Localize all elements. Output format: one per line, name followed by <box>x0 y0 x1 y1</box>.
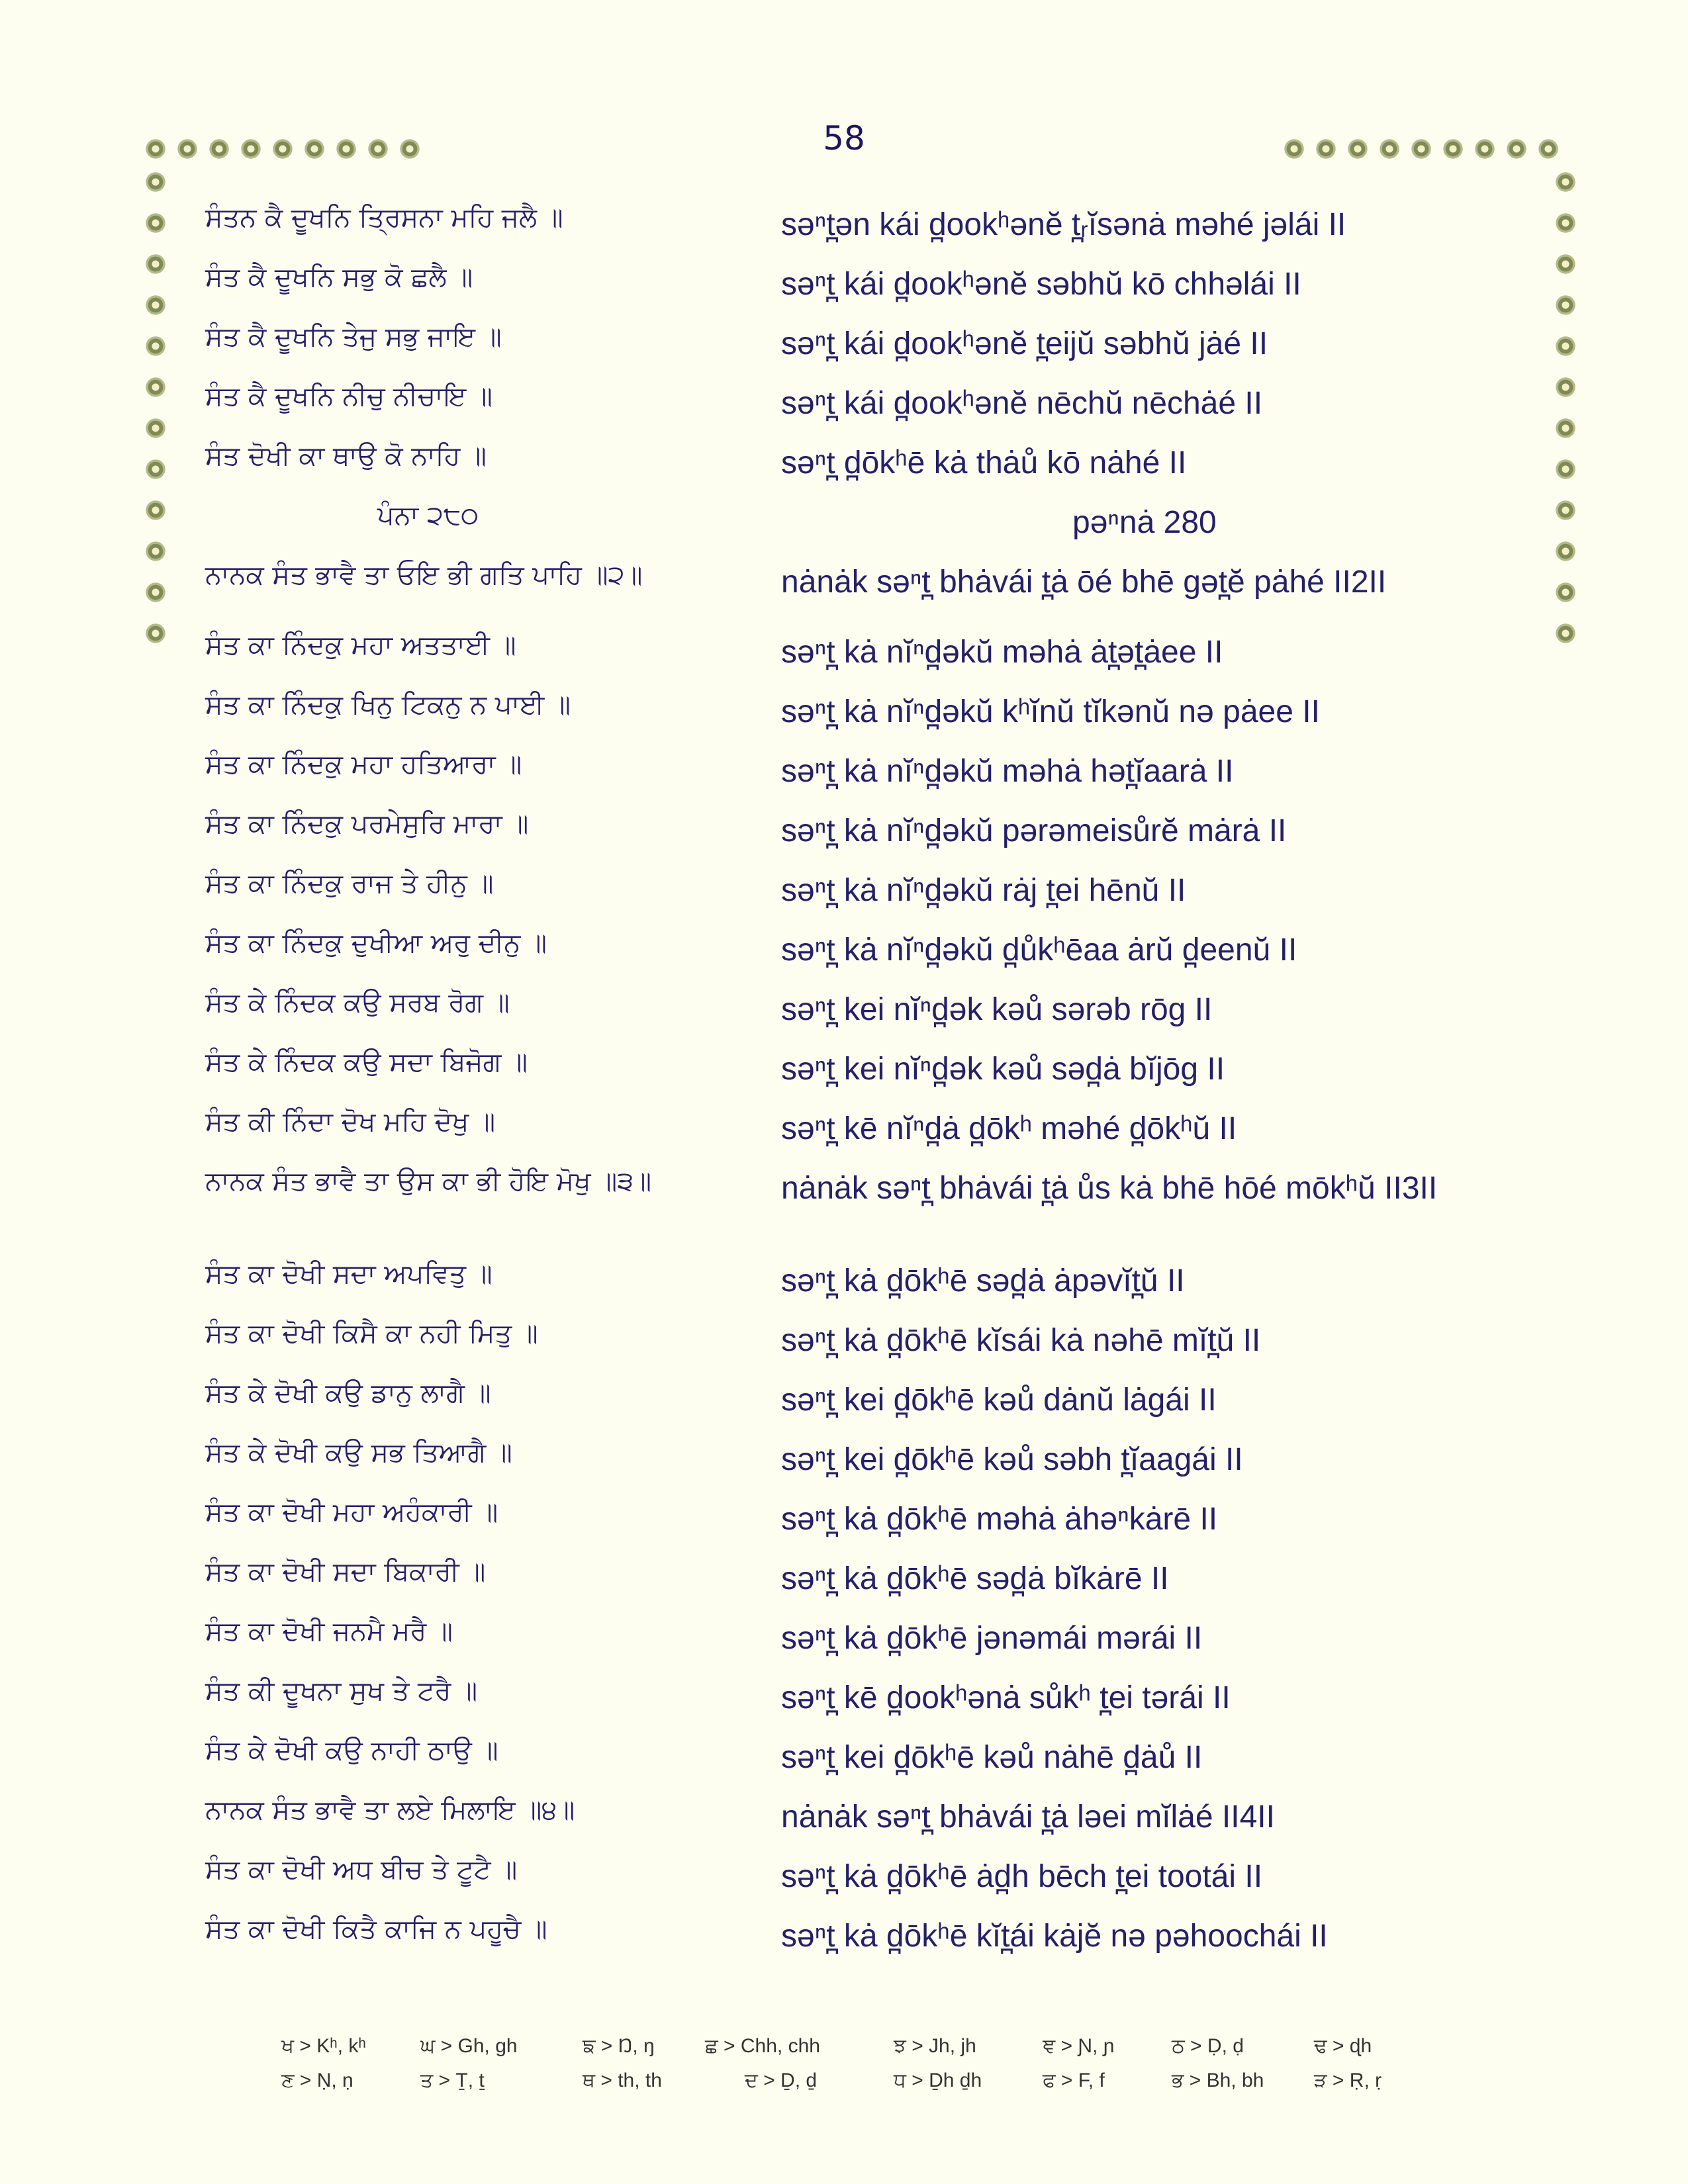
flower-icon <box>144 294 167 316</box>
gurmukhi-text: ਸੰਤ ਕੇ ਦੋਖੀ ਕਉ ਨਾਹੀ ਠਾਉ ॥ <box>205 1735 498 1766</box>
legend-item: ਢ > ɖh <box>1314 2035 1372 2057</box>
gurmukhi-text: ਸੰਤ ਕੇ ਨਿੰਦਕ ਕਉ ਸਦਾ ਬਿਜੋਗ ॥ <box>205 1047 528 1077</box>
flower-icon <box>1378 138 1401 160</box>
gurmukhi-text: ਸੰਤ ਕਾ ਨਿੰਦਕੁ ਪਰਮੇਸੁਰਿ ਮਾਰਾ ॥ <box>205 809 529 839</box>
flower-icon <box>144 417 167 439</box>
transliteration-text: səⁿt̪ kȧ d̪ōkʰē kĭsái kȧ nəhē mĭt̪ŭ II <box>781 1323 1261 1358</box>
transliteration-text: səⁿt̪ kái d̪ookʰənĕ t̪eijŭ səbhŭ jȧé II <box>781 326 1268 361</box>
legend-item: ਣ > Ṇ, ṇ <box>281 2070 353 2091</box>
flower-icon <box>144 376 167 398</box>
legend-item: ਝ > Jh, jh <box>894 2035 976 2057</box>
flower-border-top-left <box>144 138 421 160</box>
transliteration-text: səⁿt̪ kái d̪ookʰənĕ səbhŭ kō chhəlái II <box>781 267 1301 302</box>
legend-item: ਘ > Gh, gh <box>420 2035 518 2057</box>
flower-icon <box>1346 138 1369 160</box>
gurmukhi-text: ਸੰਤ ਕੈ ਦੂਖਨਿ ਤੇਜੁ ਸਭੁ ਜਾਇ ॥ <box>205 322 502 352</box>
flower-icon <box>144 540 167 563</box>
flower-icon <box>144 212 167 234</box>
gurmukhi-text: ਸੰਤ ਕੈ ਦੂਖਨਿ ਸਭੁ ਕੋ ਛਲੈ ॥ <box>205 262 473 293</box>
gurmukhi-page-marker: ਪੰਨਾ ੨੮੦ <box>377 500 479 531</box>
transliteration-text: səⁿt̪ kei nĭⁿd̪ək kəů sərəb rōg II <box>781 992 1213 1027</box>
gurmukhi-text: ਸੰਤ ਕੀ ਦੂਖਨਾ ਸੁਖ ਤੇ ਟਰੈ ॥ <box>205 1676 478 1706</box>
flower-icon <box>335 138 357 160</box>
gurmukhi-text: ਨਾਨਕ ਸੰਤ ਭਾਵੈ ਤਾ ਓਇ ਭੀ ਗਤਿ ਪਾਹਿ ॥੨॥ <box>205 560 643 590</box>
flower-icon <box>1315 138 1337 160</box>
gurmukhi-text: ਸੰਤ ਕਾ ਦੋਖੀ ਸਦਾ ਬਿਕਾਰੀ ॥ <box>205 1557 486 1587</box>
gurmukhi-text: ਸੰਤ ਕਾ ਦੋਖੀ ਕਿਸੈ ਕਾ ਨਹੀ ਮਿਤੁ ॥ <box>205 1318 538 1349</box>
flower-icon <box>144 138 167 160</box>
flower-icon <box>208 138 230 160</box>
flower-icon <box>1537 138 1560 160</box>
gurmukhi-text: ਸੰਤ ਕਾ ਦੋਖੀ ਜਨਮੈ ਮਰੈ ॥ <box>205 1616 453 1647</box>
legend-row <box>281 2070 1473 2096</box>
transliteration-text: səⁿt̪ kȧ d̪ōkʰē jənəmái mərái II <box>781 1621 1203 1656</box>
gurmukhi-text: ਸੰਤ ਕੈ ਦੂਖਨਿ ਨੀਚੁ ਨੀਚਾਇ ॥ <box>205 381 492 412</box>
gurmukhi-text: ਸੰਤ ਕੇ ਨਿੰਦਕ ਕਉ ਸਰਬ ਰੋਗ ॥ <box>205 987 510 1018</box>
legend-item: ਧ > Ḏh ḏh <box>894 2070 982 2091</box>
flower-icon <box>1283 138 1305 160</box>
transliteration-text: nȧnȧk səⁿt̪ bhȧvái t̪ȧ ůs kȧ bhē hōé mōkʰŭ II3II <box>781 1171 1438 1206</box>
transliteration-page-marker: pəⁿnȧ 280 <box>1072 505 1217 540</box>
gurmukhi-text: ਨਾਨਕ ਸੰਤ ਭਾਵੈ ਤਾ ਲਏ ਮਿਲਾਇ ॥੪॥ <box>205 1795 575 1825</box>
legend-item: ਠ > Ḍ, ḍ <box>1172 2035 1244 2057</box>
legend-item: ਥ > th, th <box>583 2070 662 2091</box>
flower-icon <box>271 138 294 160</box>
transliteration-text: səⁿt̪ kē d̪ookʰənȧ sůkʰ t̪ei tərái II <box>781 1680 1231 1715</box>
gurmukhi-text: ਨਾਨਕ ਸੰਤ ਭਾਵੈ ਤਾ ਉਸ ਕਾ ਭੀ ਹੋਇ ਮੋਖੁ ॥੩॥ <box>205 1166 652 1197</box>
transliteration-text: səⁿt̪ kei d̪ōkʰē kəů nȧhē d̪ȧů II <box>781 1740 1203 1775</box>
transliteration-text: səⁿt̪ kē nĭⁿd̪ȧ d̪ōkʰ məhé d̪ōkʰŭ II <box>781 1111 1237 1146</box>
gurmukhi-text: ਸੰਤ ਕਾ ਨਿੰਦਕੁ ਮਹਾ ਹਤਿਆਰਾ ॥ <box>205 749 522 780</box>
flower-icon <box>1554 171 1577 193</box>
flower-icon <box>144 499 167 522</box>
transliteration-text: səⁿt̪ kȧ d̪ōkʰē səd̪ȧ ȧpəvĭt̪ŭ II <box>781 1263 1185 1298</box>
gurmukhi-text: ਸੰਤ ਕੀ ਨਿੰਦਾ ਦੋਖ ਮਹਿ ਦੋਖੁ ॥ <box>205 1107 496 1137</box>
legend-item: ਛ > Chh, chh <box>705 2035 820 2057</box>
flower-icon <box>367 138 389 160</box>
gurmukhi-text: ਸੰਤਨ ਕੈ ਦੂਖਨਿ ਤ੍ਰਿਸਨਾ ਮਹਿ ਜਲੈ ॥ <box>205 203 563 233</box>
transliteration-text: səⁿt̪ kȧ nĭⁿd̪əkŭ rȧj t̪ei hēnŭ II <box>781 873 1186 908</box>
flower-icon <box>240 138 262 160</box>
gurmukhi-text: ਸੰਤ ਕਾ ਦੋਖੀ ਅਧ ਬੀਚ ਤੇ ਟੂਟੈ ॥ <box>205 1854 518 1885</box>
transliteration-text: səⁿt̪ kei nĭⁿd̪ək kəů səd̪ȧ bĭjōg II <box>781 1052 1225 1087</box>
legend-item: ਞ > Ɲ, ɲ <box>1043 2035 1115 2057</box>
transliteration-text: səⁿt̪ d̪ōkʰē kȧ thȧů kō nȧhé II <box>781 445 1187 480</box>
gurmukhi-text: ਸੰਤ ਕਾ ਨਿੰਦਕੁ ਮਹਾ ਅਤਤਾਈ ॥ <box>205 630 516 660</box>
gurmukhi-text: ਸੰਤ ਕਾ ਨਿੰਦਕੁ ਰਾਜ ਤੇ ਹੀਨੁ ॥ <box>205 868 494 899</box>
gurmukhi-text: ਸੰਤ ਕਾ ਦੋਖੀ ਮਹਾ ਅਹੰਕਾਰੀ ॥ <box>205 1497 498 1527</box>
flower-icon <box>144 335 167 357</box>
legend-item: ਭ > Bh, bh <box>1172 2070 1264 2091</box>
flower-icon <box>144 458 167 480</box>
legend-item: ਫ > F, f <box>1043 2070 1105 2091</box>
flower-icon <box>176 138 199 160</box>
flower-icon <box>1410 138 1432 160</box>
gurmukhi-text: ਸੰਤ ਕਾ ਦੋਖੀ ਸਦਾ ਅਪਵਿਤੁ ॥ <box>205 1259 492 1289</box>
legend-row <box>281 2035 1473 2062</box>
flower-icon <box>144 171 167 193</box>
legend-item: ਦ > Ḏ, ḏ <box>745 2070 818 2091</box>
transliteration-text: səⁿt̪ kei d̪ōkʰē kəů dȧnŭ lȧgái II <box>781 1383 1217 1418</box>
gurmukhi-text: ਸੰਤ ਕੇ ਦੋਖੀ ਕਉ ਡਾਨੁ ਲਾਗੈ ॥ <box>205 1378 491 1408</box>
flower-icon <box>1442 138 1464 160</box>
transliteration-text: səⁿt̪ kȧ d̪ōkʰē səd̪ȧ bĭkȧrē II <box>781 1561 1169 1596</box>
flower-icon <box>144 581 167 604</box>
transliteration-text: səⁿt̪ kȧ nĭⁿd̪əkŭ məhȧ ȧt̪ət̪ȧee II <box>781 635 1223 670</box>
gurmukhi-text: ਸੰਤ ਕਾ ਨਿੰਦਕੁ ਖਿਨੁ ਟਿਕਨੁ ਨ ਪਾਈ ॥ <box>205 690 571 720</box>
gurmukhi-text: ਸੰਤ ਦੋਖੀ ਕਾ ਥਾਉ ਕੋ ਨਾਹਿ ॥ <box>205 441 487 471</box>
legend-item: ਖ > Kʰ, kʰ <box>281 2035 366 2057</box>
transliteration-text: nȧnȧk səⁿt̪ bhȧvái t̪ȧ ləei mĭlȧé II4II <box>781 1799 1275 1835</box>
flower-icon <box>1474 138 1496 160</box>
transliteration-text: səⁿt̪ kȧ nĭⁿd̪əkŭ pərəmeisůrĕ mȧrȧ II <box>781 813 1287 848</box>
transliteration-text: səⁿt̪ən kái d̪ookʰənĕ t̪ᵣĭsənȧ məhé jəlái II <box>781 207 1346 242</box>
gurmukhi-text: ਸੰਤ ਕਾ ਨਿੰਦਕੁ ਦੁਖੀਆ ਅਰੁ ਦੀਨੁ ॥ <box>205 928 547 958</box>
gurmukhi-text: ਸੰਤ ਕਾ ਦੋਖੀ ਕਿਤੈ ਕਾਜਿ ਨ ਪਹੂਚੈ ॥ <box>205 1914 547 1944</box>
transliteration-text: səⁿt̪ kȧ nĭⁿd̪əkŭ kʰĭnŭ tĭkənŭ nə pȧee II <box>781 694 1320 729</box>
flower-icon <box>1505 138 1528 160</box>
flower-border-left <box>144 171 167 645</box>
page-number: 58 <box>823 119 865 158</box>
transliteration-text: səⁿt̪ kȧ d̪ōkʰē məhȧ ȧhəⁿkȧrē II <box>781 1502 1218 1537</box>
flower-icon <box>144 622 167 645</box>
transliteration-text: səⁿt̪ kȧ nĭⁿd̪əkŭ məhȧ hət̪ĭaarȧ II <box>781 754 1234 789</box>
transliteration-text: səⁿt̪ kái d̪ookʰənĕ nēchŭ nēchȧé II <box>781 386 1263 421</box>
transliteration-text: səⁿt̪ kȧ d̪ōkʰē ȧd̪h bēch t̪ei tootái II <box>781 1859 1263 1894</box>
transliteration-text: səⁿt̪ kȧ d̪ōkʰē kĭt̪ái kȧjĕ nə pəhoochái II <box>781 1919 1328 1954</box>
flower-border-top-right <box>1283 138 1560 160</box>
flower-icon <box>303 138 326 160</box>
flower-icon <box>399 138 421 160</box>
legend-item: ਤ > Ṯ, ṯ <box>420 2070 485 2091</box>
transliteration-text: səⁿt̪ kȧ nĭⁿd̪əkŭ d̪ůkʰēaa ȧrŭ d̪eenŭ II <box>781 933 1297 968</box>
legend-item: ੜ > Ṛ, ṛ <box>1314 2070 1382 2091</box>
flower-icon <box>144 253 167 275</box>
transliteration-text: nȧnȧk səⁿt̪ bhȧvái t̪ȧ ōé bhē gət̪ĕ pȧhé II2II <box>781 565 1387 600</box>
transliteration-text: səⁿt̪ kei d̪ōkʰē kəů səbh t̪ĭaagái II <box>781 1442 1243 1477</box>
gurmukhi-text: ਸੰਤ ਕੇ ਦੋਖੀ ਕਉ ਸਭ ਤਿਆਗੈ ॥ <box>205 1437 512 1468</box>
legend-item: ਙ > Ŋ, ŋ <box>583 2035 655 2057</box>
